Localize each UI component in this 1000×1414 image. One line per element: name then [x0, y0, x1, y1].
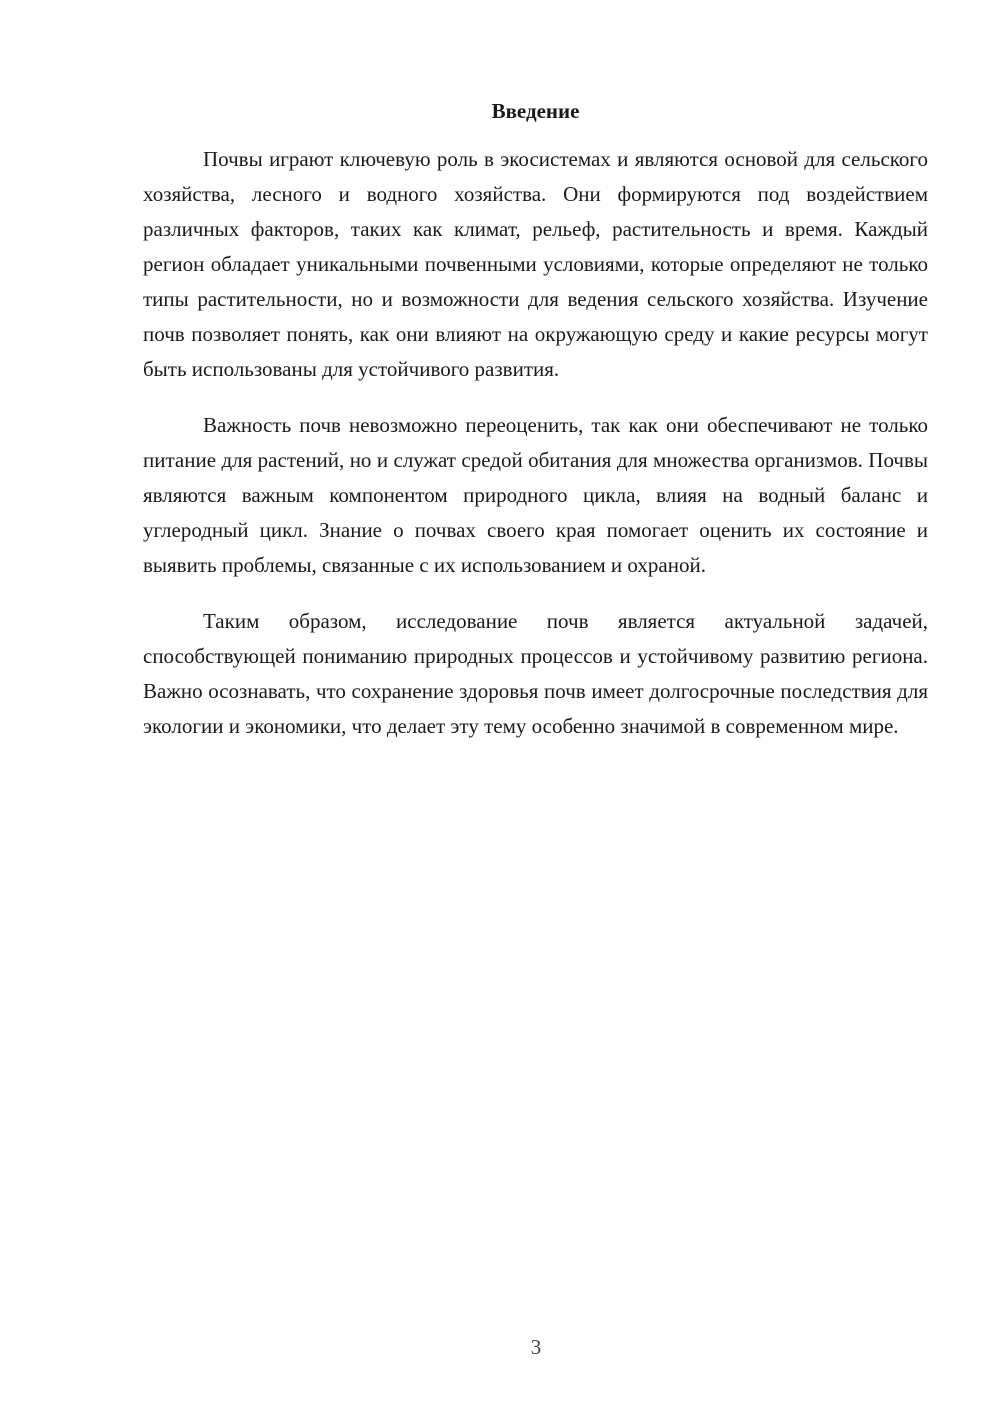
paragraph-3: Таким образом, исследование почв является актуальной задачей, способствующей пониманию природных процессов и устойчивому развитию региона. Важно осознавать, что сохранение здоровья почв имеет долгосрочные последствия для экологии и экономики, что делает эту тему особенно значимой в современном мире. — [143, 609, 928, 738]
paragraph-2: Важность почв невозможно переоценить, так как они обеспечивают не только питание для растений, но и служат средой обитания для множества организмов. Почвы являются важным компонентом природного цикла, влияя на водный баланс и углеродный цикл. Знание о почвах своего края помогает оценить их состояние и выявить проблемы, связанные с их использованием и охраной. — [143, 413, 928, 577]
paragraph-1: Почвы играют ключевую роль в экосистемах и являются основой для сельского хозяйства, лесного и водного хозяйства. Они формируются под воздействием различных факторов, таких как климат, рельеф, растительность и время. Каждый регион обладает уникальными почвенными условиями, которые определяют не только типы растительности, но и возможности для ведения сельского хозяйства. Изучение почв позволяет понять, как они влияют на окружающую среду и какие ресурсы могут быть использованы для устойчивого развития. — [143, 147, 928, 381]
page-title: Введение — [491, 99, 580, 123]
document-body — [143, 142, 928, 765]
page-number: 3 — [530, 1335, 542, 1359]
